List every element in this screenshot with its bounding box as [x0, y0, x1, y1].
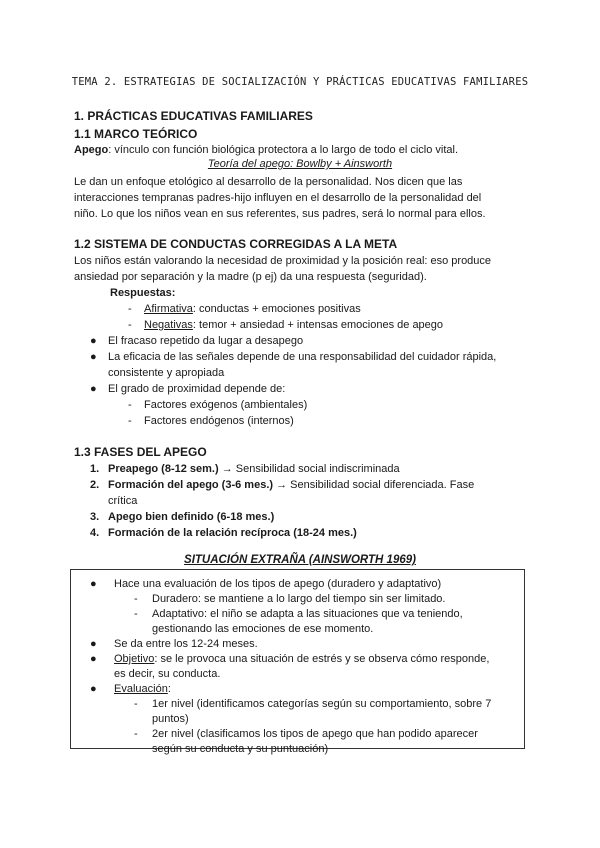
negativas-text: : temor + ansiedad + intensas emociones de apego	[192, 319, 444, 331]
afirmativa-item	[144, 301, 361, 317]
s2-bullet-2a: La eficacia de las señales depende de una responsabilidad del cuidador rápida,	[108, 351, 497, 363]
objetivo-text: : se le provoca una situación de estrés y se observa cómo responde,	[154, 653, 490, 665]
dash-endogenos: -	[128, 415, 132, 427]
subsection-heading-1-3: 1.3 FASES DEL APEGO	[74, 445, 207, 459]
situacion-extrana-title: SITUACIÓN EXTRAÑA (AINSWORTH 1969)	[184, 554, 416, 566]
fase-2-critica: crítica	[108, 495, 138, 507]
s1-line-3: niño. Lo que los niños vean en sus referentes, sus padres, será lo normal para ellos.	[74, 208, 486, 220]
s2-line-2: ansiedad por separación y la madre (p ej) da una respuesta (seguridad).	[74, 271, 427, 283]
fase-1-title: Preapego (8-12 sem.)	[108, 463, 219, 475]
s2-bullet-1: El fracaso repetido da lugar a desapego	[108, 335, 304, 347]
bullet-icon: ●	[90, 653, 97, 665]
afirmativa-text: : conductas + emociones positivas	[192, 303, 361, 315]
sit-duradero: Duradero: se mantiene a lo largo del tiempo sin ser limitado.	[152, 593, 446, 605]
sit-nivel-2a: 2er nivel (clasificamos los tipos de apego que han podido aparecer	[152, 728, 478, 740]
subsection-heading-1-2: 1.2 SISTEMA DE CONDUCTAS CORREGIDAS A LA META	[74, 237, 398, 251]
dash-nivel-2: -	[134, 728, 138, 740]
objetivo-label: Objetivo	[114, 653, 155, 665]
fase-4-title: Formación de la relación recíproca (18-24 mes.)	[108, 527, 357, 539]
fase-num-3: 3.	[90, 511, 100, 523]
bullet-icon: ●	[90, 383, 97, 395]
sit-adaptativo-a: Adaptativo: el niño se adapta a las situaciones que va teniendo,	[152, 608, 463, 620]
sit-nivel-1a: 1er nivel (identificamos categorías según su comportamiento, sobre 7	[152, 698, 492, 710]
sit-adaptativo-b: gestionando las emociones de ese momento.	[152, 623, 374, 635]
s1-line-2: interacciones tempranas padres-hijo influyen en el desarrollo de la personalidad del	[74, 192, 482, 204]
s1-line-1: Le dan un enfoque etológico al desarrollo de la personalidad. Nos dicen que las	[74, 176, 463, 188]
apego-text: : vínculo con función biológica protectora a lo largo de todo el ciclo vital.	[108, 144, 458, 156]
s2-line-1: Los niños están valorando la necesidad de proximidad y la posición real: eso produce	[74, 255, 492, 267]
dash-afirmativa: -	[128, 303, 132, 315]
sit-objetivo	[114, 651, 489, 667]
s2-bullet-3: El grado de proximidad depende de:	[108, 383, 286, 395]
fase-num-2: 2.	[90, 479, 100, 491]
sit-bullet-1: Hace una evaluación de los tipos de apego (duradero y adaptativo)	[114, 578, 442, 590]
afirmativa-label: Afirmativa	[144, 303, 193, 315]
dash-duradero: -	[134, 593, 138, 605]
negativas-label: Negativas	[144, 319, 193, 331]
evaluacion-label: Evaluación	[114, 683, 168, 695]
sit-objetivo-2: es decir, su conducta.	[114, 668, 221, 680]
apego-definition	[74, 142, 458, 158]
bullet-icon: ●	[90, 351, 97, 363]
sit-evaluacion: Evaluación:	[114, 683, 171, 695]
sit-nivel-2b: según su conducta y su puntuación)	[152, 743, 329, 755]
dash-exogenos: -	[128, 399, 132, 411]
bullet-icon: ●	[90, 683, 97, 695]
dash-adaptativo: -	[134, 608, 138, 620]
fase-1	[108, 461, 400, 477]
bullet-icon: ●	[90, 335, 97, 347]
factores-endogenos: Factores endógenos (internos)	[144, 415, 294, 427]
subsection-heading-1-1: 1.1 MARCO TEÓRICO	[74, 127, 198, 141]
fase-2	[108, 477, 474, 493]
respuestas-text: Respuestas	[110, 287, 172, 299]
fase-3	[108, 509, 274, 525]
sit-nivel-1b: puntos)	[152, 713, 189, 725]
fase-2-title: Formación del apego (3-6 mes.)	[108, 479, 274, 491]
dash-negativas: -	[128, 319, 132, 331]
document-title: TEMA 2. ESTRATEGIAS DE SOCIALIZACIÓN Y PRÁCTICAS EDUCATIVAS FAMILIARES	[71, 76, 529, 88]
negativas-item	[144, 317, 443, 333]
factores-exogenos: Factores exógenos (ambientales)	[144, 399, 308, 411]
fase-3-title: Apego bien definido (6-18 mes.)	[108, 511, 275, 523]
section-heading-1: 1. PRÁCTICAS EDUCATIVAS FAMILIARES	[74, 109, 313, 123]
bullet-icon: ●	[90, 578, 97, 590]
fase-4	[108, 525, 357, 541]
bullet-icon: ●	[90, 638, 97, 650]
dash-nivel-1: -	[134, 698, 138, 710]
fase-2-desc: → Sensibilidad social diferenciada. Fase	[273, 479, 475, 491]
fase-num-1: 1.	[90, 463, 100, 475]
sit-bullet-2: Se da entre los 12-24 meses.	[114, 638, 258, 650]
respuestas-label: Respuestas:	[110, 287, 176, 299]
apego-label: Apego	[74, 144, 109, 156]
fase-num-4: 4.	[90, 527, 100, 539]
fase-1-desc: → Sensibilidad social indiscriminada	[218, 463, 400, 475]
s2-bullet-2b: consistente y apropiada	[108, 367, 225, 379]
teoria-apego: Teoría del apego: Bowlby + Ainsworth	[207, 158, 393, 170]
